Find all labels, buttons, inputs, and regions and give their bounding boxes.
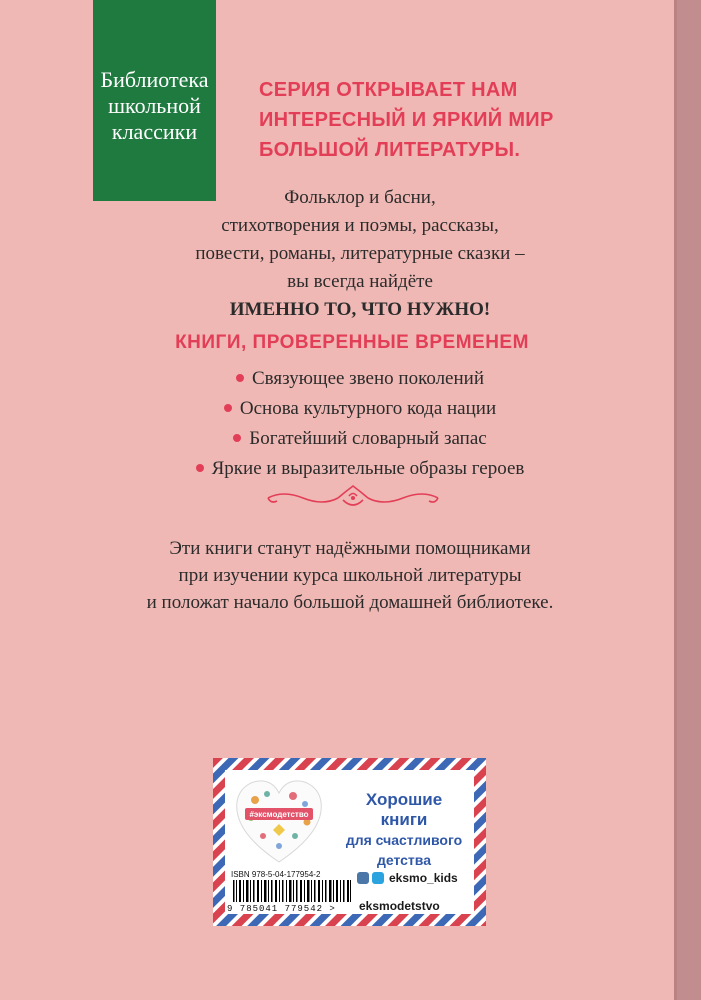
bullet-dot-icon — [233, 434, 241, 442]
isbn-text: ISBN 978-5-04-177954-2 — [231, 870, 321, 879]
list-item — [150, 456, 570, 482]
heart-tag: #эксмодетство — [249, 810, 309, 819]
social-row — [355, 872, 473, 888]
series-badge — [93, 0, 216, 201]
vk-icon — [357, 872, 369, 884]
list-item-text: Яркие и выразительные образы героев — [211, 458, 525, 479]
intro-line: стихотворения и поэмы, рассказы, — [221, 215, 499, 236]
tagline-line: Хорошие — [365, 790, 443, 809]
list-item-text: Основа культурного кода нации — [239, 398, 497, 419]
series-line: Библиотека — [100, 67, 209, 92]
telegram-icon — [372, 872, 384, 884]
tagline-line: детства — [376, 852, 431, 868]
intro-line: повести, романы, литературные сказки – — [195, 243, 525, 264]
tagline-line: книги — [380, 810, 428, 829]
list-item — [150, 396, 570, 422]
list-item — [150, 426, 570, 452]
heart-logo-icon — [233, 778, 325, 866]
headline-line: БОЛЬШОЙ ЛИТЕРАТУРЫ. — [259, 139, 521, 161]
books-title: КНИГИ, ПРОВЕРЕННЫЕ ВРЕМЕНЕМ — [175, 332, 529, 353]
list-item-text: Богатейший словарный запас — [249, 428, 487, 449]
headline-line: ИНТЕРЕСНЫЙ И ЯРКИЙ МИР — [259, 109, 554, 131]
barcode-number: 9 785041 779542 > — [227, 904, 336, 914]
intro-line: Фольклор и басни, — [284, 187, 436, 208]
social-row — [355, 900, 473, 916]
bullet-dot-icon — [236, 374, 244, 382]
list-item — [150, 366, 570, 392]
bullet-dot-icon — [196, 464, 204, 472]
label-tagline — [341, 790, 467, 870]
headline-line: СЕРИЯ ОТКРЫВАЕТ НАМ — [259, 79, 518, 101]
outro-text — [80, 535, 620, 616]
intro-emphasis: ИМЕННО ТО, ЧТО НУЖНО! — [229, 299, 491, 320]
outro-line: при изучении курса школьной литературы — [178, 565, 522, 586]
label-inner — [225, 770, 474, 914]
bullet-dot-icon — [224, 404, 232, 412]
publisher-label — [213, 758, 486, 926]
series-line: классики — [111, 119, 198, 144]
social-handle[interactable]: eksmodetstvo — [359, 899, 440, 913]
book-spine — [677, 0, 701, 1000]
intro-line: вы всегда найдёте — [287, 271, 433, 292]
headline — [259, 75, 679, 165]
list-item-text: Связующее звено поколений — [252, 368, 484, 389]
ornament-divider-icon — [263, 482, 443, 512]
social-handle[interactable]: eksmo_kids — [389, 871, 458, 885]
series-line: школьной — [108, 93, 201, 118]
outro-line: и положат начало большой домашней библиотеке. — [146, 592, 554, 613]
outro-line: Эти книги станут надёжными помощниками — [169, 538, 531, 559]
barcode-icon — [231, 880, 353, 902]
tagline-line: для счастливого — [345, 832, 463, 848]
intro-text — [130, 184, 590, 324]
